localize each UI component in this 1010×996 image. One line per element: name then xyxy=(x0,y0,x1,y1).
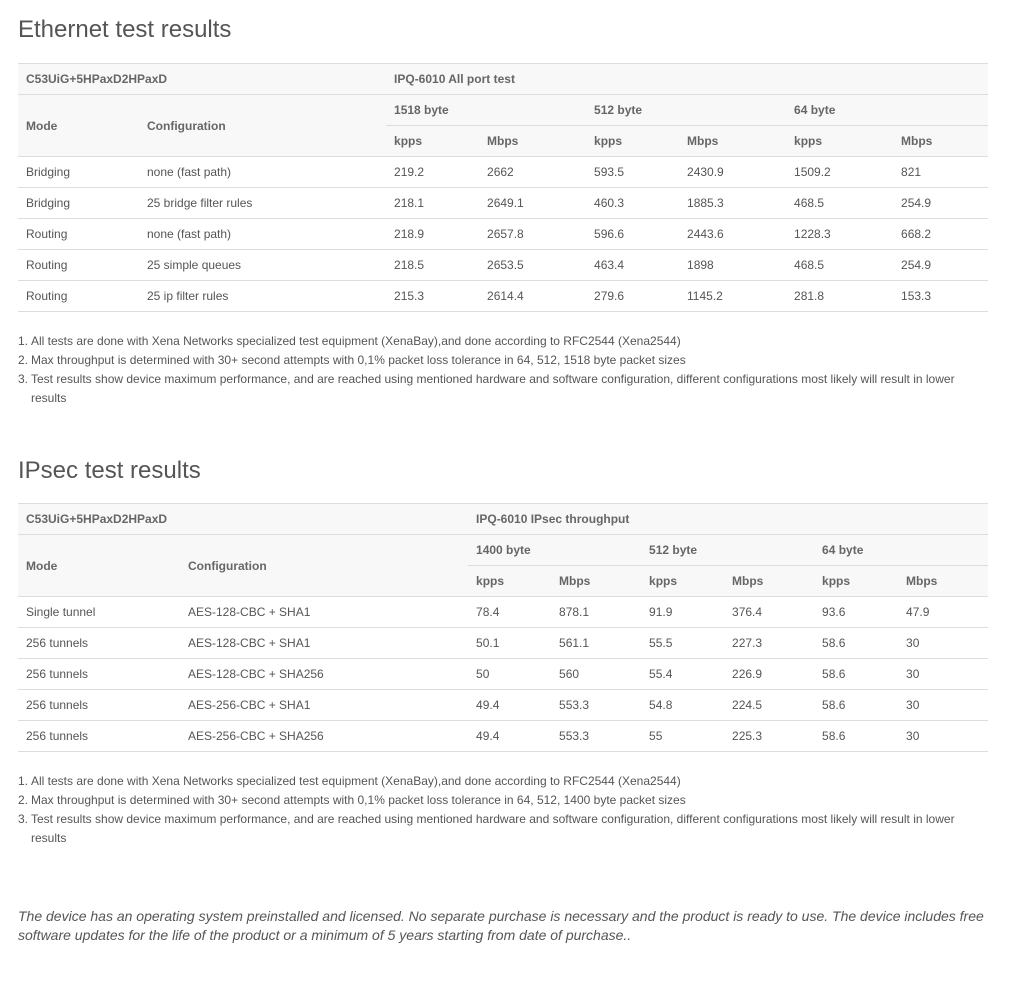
value-cell: 50.1 xyxy=(468,628,551,659)
note-item xyxy=(18,772,988,791)
mode-cell: Routing xyxy=(18,219,139,250)
table-row xyxy=(18,188,988,219)
table-row xyxy=(18,281,988,312)
ethernet-unit-header: kpps xyxy=(586,126,679,157)
ipsec-unit-header: Mbps xyxy=(551,566,641,597)
ipsec-config-header: Configuration xyxy=(180,535,468,597)
note-number: 1. xyxy=(18,774,29,788)
note-number: 3. xyxy=(18,812,29,826)
note-item xyxy=(18,370,988,408)
value-cell: 1509.2 xyxy=(786,157,893,188)
value-cell: 468.5 xyxy=(786,188,893,219)
value-cell: 281.8 xyxy=(786,281,893,312)
value-cell: 50 xyxy=(468,659,551,690)
ethernet-header-row-2 xyxy=(18,95,988,126)
ipsec-table-body xyxy=(18,597,988,752)
value-cell: 227.3 xyxy=(724,628,814,659)
value-cell: 224.5 xyxy=(724,690,814,721)
ethernet-header-row-1 xyxy=(18,64,988,95)
value-cell: 254.9 xyxy=(893,188,988,219)
ipsec-notes xyxy=(18,772,988,848)
table-row xyxy=(18,157,988,188)
value-cell: 215.3 xyxy=(386,281,479,312)
value-cell: 821 xyxy=(893,157,988,188)
value-cell: 55.4 xyxy=(641,659,724,690)
value-cell: 668.2 xyxy=(893,219,988,250)
mode-cell: Single tunnel xyxy=(18,597,180,628)
ipsec-packet-size-header: 512 byte xyxy=(641,535,814,566)
ethernet-section xyxy=(18,15,988,408)
value-cell: 218.9 xyxy=(386,219,479,250)
note-text: All tests are done with Xena Networks specialized test equipment (XenaBay),and done according to RFC2544 (Xena2544) xyxy=(31,334,681,348)
configuration-cell: 25 simple queues xyxy=(139,250,386,281)
ipsec-results-table xyxy=(18,503,988,752)
ethernet-test-name: IPQ-6010 All port test xyxy=(386,64,988,95)
value-cell: 225.3 xyxy=(724,721,814,752)
value-cell: 54.8 xyxy=(641,690,724,721)
mode-cell: Routing xyxy=(18,250,139,281)
value-cell: 49.4 xyxy=(468,690,551,721)
ethernet-packet-size-header: 1518 byte xyxy=(386,95,586,126)
note-text: Max throughput is determined with 30+ second attempts with 0,1% packet loss tolerance in 64, 512, 1400 byte packet sizes xyxy=(31,793,686,807)
value-cell: 376.4 xyxy=(724,597,814,628)
value-cell: 91.9 xyxy=(641,597,724,628)
configuration-cell: AES-256-CBC + SHA1 xyxy=(180,690,468,721)
value-cell: 593.5 xyxy=(586,157,679,188)
ethernet-unit-header: Mbps xyxy=(893,126,988,157)
ethernet-title: Ethernet test results xyxy=(18,16,232,43)
value-cell: 2657.8 xyxy=(479,219,586,250)
note-text: Max throughput is determined with 30+ second attempts with 0,1% packet loss tolerance in 64, 512, 1518 byte packet sizes xyxy=(31,353,686,367)
mode-cell: Bridging xyxy=(18,157,139,188)
mode-cell: 256 tunnels xyxy=(18,659,180,690)
configuration-cell: AES-128-CBC + SHA256 xyxy=(180,659,468,690)
note-text: Test results show device maximum performance, and are reached using mentioned hardware and software configuration, different configurations most likely will result in lower results xyxy=(31,812,955,845)
note-number: 3. xyxy=(18,372,29,386)
ipsec-header-row-1 xyxy=(18,504,988,535)
mode-cell: 256 tunnels xyxy=(18,690,180,721)
ipsec-packet-size-header: 64 byte xyxy=(814,535,988,566)
ipsec-header-row-2 xyxy=(18,535,988,566)
ethernet-notes xyxy=(18,332,988,408)
table-row xyxy=(18,659,988,690)
value-cell: 463.4 xyxy=(586,250,679,281)
ethernet-unit-header: Mbps xyxy=(679,126,786,157)
value-cell: 58.6 xyxy=(814,659,898,690)
note-text: Test results show device maximum performance, and are reached using mentioned hardware and software configuration, different configurations most likely will result in lower results xyxy=(31,372,955,405)
value-cell: 30 xyxy=(898,690,988,721)
ipsec-title: IPsec test results xyxy=(18,457,201,484)
ethernet-model: C53UiG+5HPaxD2HPaxD xyxy=(18,64,386,95)
configuration-cell: AES-128-CBC + SHA1 xyxy=(180,628,468,659)
mode-cell: 256 tunnels xyxy=(18,721,180,752)
value-cell: 49.4 xyxy=(468,721,551,752)
ethernet-mode-header: Mode xyxy=(18,95,139,157)
ipsec-unit-header: kpps xyxy=(814,566,898,597)
table-row xyxy=(18,628,988,659)
note-number: 1. xyxy=(18,334,29,348)
ipsec-unit-header: kpps xyxy=(641,566,724,597)
value-cell: 254.9 xyxy=(893,250,988,281)
value-cell: 460.3 xyxy=(586,188,679,219)
value-cell: 2430.9 xyxy=(679,157,786,188)
value-cell: 30 xyxy=(898,628,988,659)
ipsec-test-name: IPQ-6010 IPsec throughput xyxy=(468,504,988,535)
value-cell: 2614.4 xyxy=(479,281,586,312)
value-cell: 47.9 xyxy=(898,597,988,628)
ipsec-section xyxy=(18,456,988,848)
value-cell: 153.3 xyxy=(893,281,988,312)
note-item xyxy=(18,351,988,370)
value-cell: 1898 xyxy=(679,250,786,281)
value-cell: 58.6 xyxy=(814,721,898,752)
mode-cell: 256 tunnels xyxy=(18,628,180,659)
value-cell: 30 xyxy=(898,659,988,690)
value-cell: 1228.3 xyxy=(786,219,893,250)
note-text: All tests are done with Xena Networks specialized test equipment (XenaBay),and done according to RFC2544 (Xena2544) xyxy=(31,774,681,788)
value-cell: 218.5 xyxy=(386,250,479,281)
table-row xyxy=(18,721,988,752)
value-cell: 279.6 xyxy=(586,281,679,312)
value-cell: 560 xyxy=(551,659,641,690)
value-cell: 2649.1 xyxy=(479,188,586,219)
value-cell: 2653.5 xyxy=(479,250,586,281)
ethernet-packet-size-header: 512 byte xyxy=(586,95,786,126)
configuration-cell: none (fast path) xyxy=(139,157,386,188)
value-cell: 93.6 xyxy=(814,597,898,628)
value-cell: 1885.3 xyxy=(679,188,786,219)
mode-cell: Bridging xyxy=(18,188,139,219)
value-cell: 55.5 xyxy=(641,628,724,659)
configuration-cell: AES-128-CBC + SHA1 xyxy=(180,597,468,628)
configuration-cell: none (fast path) xyxy=(139,219,386,250)
configuration-cell: 25 ip filter rules xyxy=(139,281,386,312)
ipsec-unit-header: kpps xyxy=(468,566,551,597)
table-row xyxy=(18,250,988,281)
table-row xyxy=(18,597,988,628)
ethernet-config-header: Configuration xyxy=(139,95,386,157)
value-cell: 553.3 xyxy=(551,690,641,721)
ipsec-packet-size-header: 1400 byte xyxy=(468,535,641,566)
table-row xyxy=(18,219,988,250)
mode-cell: Routing xyxy=(18,281,139,312)
value-cell: 58.6 xyxy=(814,628,898,659)
note-item xyxy=(18,332,988,351)
ethernet-results-table xyxy=(18,63,988,312)
value-cell: 78.4 xyxy=(468,597,551,628)
ipsec-unit-header: Mbps xyxy=(898,566,988,597)
value-cell: 219.2 xyxy=(386,157,479,188)
note-item xyxy=(18,810,988,848)
value-cell: 596.6 xyxy=(586,219,679,250)
value-cell: 878.1 xyxy=(551,597,641,628)
ipsec-mode-header: Mode xyxy=(18,535,180,597)
ethernet-packet-size-header: 64 byte xyxy=(786,95,988,126)
configuration-cell: 25 bridge filter rules xyxy=(139,188,386,219)
value-cell: 30 xyxy=(898,721,988,752)
value-cell: 55 xyxy=(641,721,724,752)
ethernet-table-body xyxy=(18,157,988,312)
value-cell: 1145.2 xyxy=(679,281,786,312)
footer-license-note: The device has an operating system preinstalled and licensed. No separate purchase is necessary and the product is ready to use. The device includes free software updates for the life of the product or a minimum of 5 years starting from date of purchase.. xyxy=(18,908,984,943)
ethernet-unit-header: kpps xyxy=(786,126,893,157)
ethernet-unit-header: kpps xyxy=(386,126,479,157)
value-cell: 2443.6 xyxy=(679,219,786,250)
note-item xyxy=(18,791,988,810)
ipsec-model: C53UiG+5HPaxD2HPaxD xyxy=(18,504,468,535)
value-cell: 58.6 xyxy=(814,690,898,721)
value-cell: 218.1 xyxy=(386,188,479,219)
ethernet-unit-header: Mbps xyxy=(479,126,586,157)
table-row xyxy=(18,690,988,721)
configuration-cell: AES-256-CBC + SHA256 xyxy=(180,721,468,752)
value-cell: 226.9 xyxy=(724,659,814,690)
value-cell: 553.3 xyxy=(551,721,641,752)
value-cell: 468.5 xyxy=(786,250,893,281)
value-cell: 561.1 xyxy=(551,628,641,659)
ipsec-unit-header: Mbps xyxy=(724,566,814,597)
note-number: 2. xyxy=(18,353,29,367)
value-cell: 2662 xyxy=(479,157,586,188)
note-number: 2. xyxy=(18,793,29,807)
